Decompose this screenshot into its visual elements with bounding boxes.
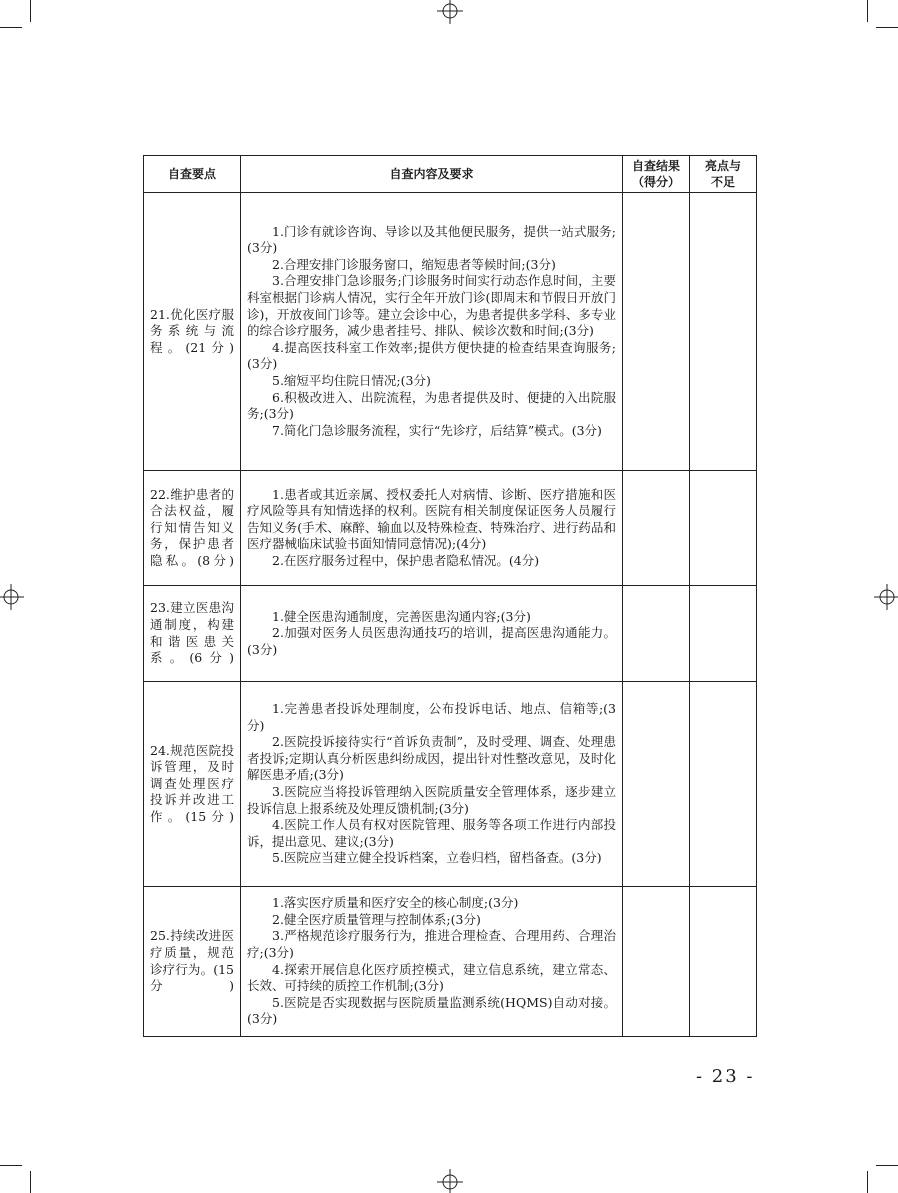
requirement-item: 1.完善患者投诉处理制度，公布投诉电话、地点、信箱等;(3分) [247, 701, 616, 733]
result-cell[interactable] [623, 471, 690, 586]
table-header-row [144, 156, 757, 193]
self-check-table [143, 155, 757, 1037]
requirement-item: 1.落实医疗质量和医疗安全的核心制度;(3分) [272, 895, 519, 911]
requirement-item: 6.积极改进入、出院流程，为患者提供及时、便捷的入出院服务;(3分) [247, 389, 616, 422]
requirement-item: 4.提高医技科室工作效率;提供方便快捷的检查结果查询服务;(3分) [247, 339, 616, 372]
registration-mark-icon [437, 1169, 463, 1193]
key-point-cell: 23.建立医患沟通制度，构建和谐医患关系。(6分) [144, 586, 241, 682]
crop-mark [867, 1171, 868, 1193]
requirement-item: 3.合理安排门急诊服务;门诊服务时间实行动态作息时间，主要科室根据门诊病人情况，实行全年开放门诊(即周末和节假日开放门诊)，开放夜间门诊等。建立会诊中心，为患者提供多学科、多专业的综合诊疗服务，减少患者挂号、排队、候诊次数和时间;(3分) [247, 273, 616, 339]
requirement-item: 4.探索开展信息化医疗质控模式，建立信息系统，建立常态、长效、可持续的质控工作机制;(3分) [247, 961, 616, 994]
requirement-item: 3.严格规范诊疗服务行为，推进合理检查、合理用药、合理治疗;(3分) [247, 928, 616, 960]
key-point-cell: 25.持续改进医疗质量，规范诊疗行为。(15分) [144, 887, 241, 1037]
result-cell[interactable] [623, 586, 690, 682]
result-cell[interactable] [623, 193, 690, 471]
key-point-cell: 22.维护患者的合法权益，履行知情告知义务，保护患者隐私。(8分) [144, 471, 241, 586]
result-cell[interactable] [623, 887, 690, 1037]
table-row [144, 471, 757, 586]
crop-mark [0, 1165, 22, 1166]
requirement-item: 4.医院工作人员有权对医院管理、服务等各项工作进行内部投诉，提出意见、建议;(3分) [247, 817, 616, 849]
highlights-cell[interactable] [690, 193, 757, 471]
requirement-item: 3.医院应当将投诉管理纳入医院质量安全管理体系，逐步建立投诉信息上报系统及处理反馈机制;(3分) [247, 784, 616, 816]
requirement-item: 2.合理安排门诊服务窗口，缩短患者等候时间;(3分) [272, 256, 556, 272]
requirement-item: 2.医院投诉接待实行“首诉负责制”，及时受理、调查、处理患者投诉;定期认真分析医患纠纷成因，提出针对性整改意见，及时化解医患矛盾;(3分) [247, 734, 616, 783]
requirement-item: 2.在医疗服务过程中，保护患者隐私情况。(4分) [272, 552, 540, 568]
content-cell [241, 193, 623, 471]
crop-mark [30, 0, 31, 22]
requirement-item: 7.简化门急诊服务流程，实行“先诊疗，后结算”模式。(3分) [272, 422, 602, 438]
table-row [144, 682, 757, 887]
highlights-cell[interactable] [690, 471, 757, 586]
header-result: 自查结果 （得分） [623, 156, 690, 193]
highlights-cell[interactable] [690, 586, 757, 682]
content-cell [241, 586, 623, 682]
header-highlights: 亮点与 不足 [690, 156, 757, 193]
highlights-cell[interactable] [690, 682, 757, 887]
registration-mark-icon [874, 584, 898, 610]
header-key-point: 自查要点 [144, 156, 241, 193]
requirement-item: 2.健全医疗质量管理与控制体系;(3分) [272, 911, 481, 927]
requirement-item: 1.门诊有就诊咨询、导诊以及其他便民服务，提供一站式服务;(3分) [247, 223, 616, 256]
key-point-cell: 24.规范医院投诉管理，及时调查处理医疗投诉并改进工作。(15分) [144, 682, 241, 887]
crop-mark [876, 27, 898, 28]
registration-mark-icon [0, 584, 24, 610]
table-row [144, 193, 757, 471]
header-content: 自查内容及要求 [241, 156, 623, 193]
requirement-item: 5.缩短平均住院日情况;(3分) [272, 372, 431, 388]
requirement-item: 5.医院应当建立健全投诉档案，立卷归档，留档备查。(3分) [272, 850, 602, 866]
content-cell [241, 471, 623, 586]
page-number: - 23 - [696, 1066, 755, 1087]
crop-mark [867, 0, 868, 22]
requirement-item: 1.患者或其近亲属、授权委托人对病情、诊断、医疗措施和医疗风险等具有知情选择的权利。医院有相关制度保证医务人员履行告知义务(手术、麻醉、输血以及特殊检查、特殊治疗、进行药品和医疗器械临床试验书面知情同意情况);(4分) [247, 486, 616, 552]
result-cell[interactable] [623, 682, 690, 887]
requirement-item: 5.医院是否实现数据与医院质量监测系统(HQMS)自动对接。(3分) [247, 994, 616, 1027]
table-row [144, 887, 757, 1037]
registration-mark-icon [437, 0, 463, 24]
crop-mark [876, 1165, 898, 1166]
requirement-item: 1.健全医患沟通制度，完善医患沟通内容;(3分) [272, 608, 531, 624]
table-row [144, 586, 757, 682]
content-cell [241, 682, 623, 887]
key-point-cell: 21.优化医疗服务系统与流程。(21分) [144, 193, 241, 471]
crop-mark [30, 1171, 31, 1193]
content-cell [241, 887, 623, 1037]
crop-mark [0, 27, 22, 28]
requirement-item: 2.加强对医务人员医患沟通技巧的培训，提高医患沟通能力。(3分) [247, 625, 616, 657]
highlights-cell[interactable] [690, 887, 757, 1037]
